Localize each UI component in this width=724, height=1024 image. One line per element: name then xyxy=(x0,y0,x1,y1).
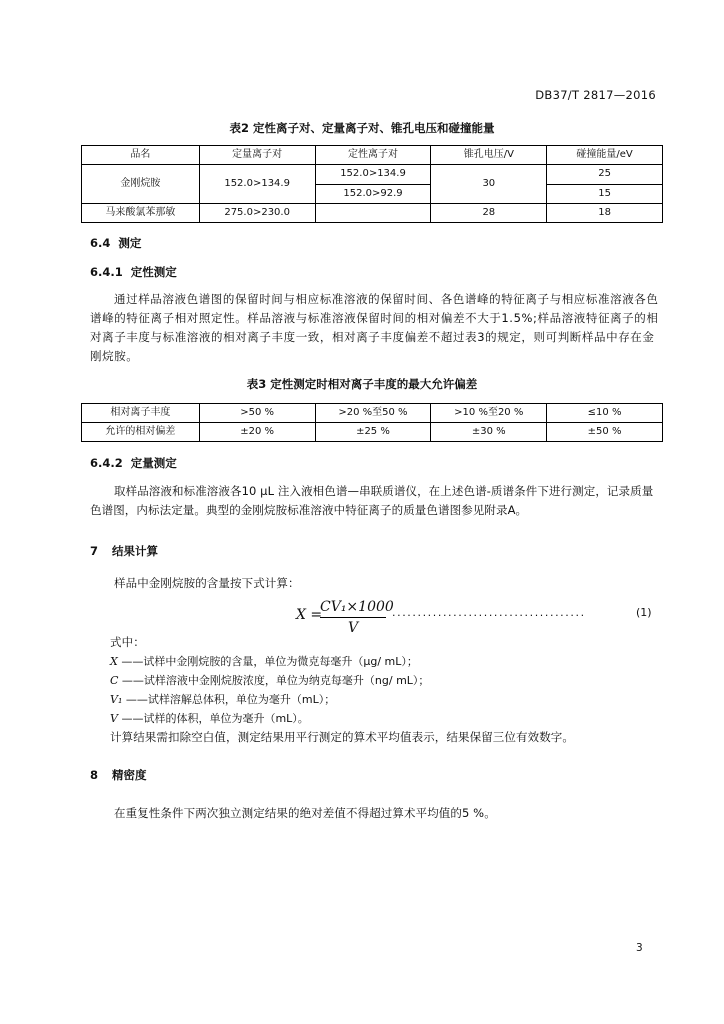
table-header-cell: 定性离子对 xyxy=(315,146,431,165)
definition-text: ——试样的体积，单位为毫升（mL）。 xyxy=(121,712,309,725)
symbol: C xyxy=(110,674,119,687)
table3 xyxy=(81,403,663,442)
definition-line xyxy=(110,709,429,728)
table-row xyxy=(82,204,663,223)
paragraph: 在重复性条件下两次独立测定结果的绝对差值不得超过算术平均值的5 %。 xyxy=(114,806,496,820)
table-header-row xyxy=(82,146,663,165)
table2-caption: 表2 定性离子对、定量离子对、锥孔电压和碰撞能量 xyxy=(229,121,495,135)
section-title: 定量测定 xyxy=(130,456,177,470)
product-name-cell: 金刚烷胺 xyxy=(82,165,200,204)
table-header-cell: 碰撞能量/eV xyxy=(547,146,663,165)
section-title: 定性测定 xyxy=(130,265,177,279)
table-cell: 相对离子丰度 xyxy=(82,404,200,423)
section-heading xyxy=(90,235,141,251)
section-title: 精密度 xyxy=(112,768,147,782)
table-cell: ±30 % xyxy=(431,423,547,442)
section-number: 6.4.1 xyxy=(90,265,123,279)
formula-fraction xyxy=(320,598,394,637)
paragraph: 取样品溶液和标准溶液各10 μL 注入液相色谱—串联质谱仪，在上述色谱-质谱条件下进行测定，记录质量色谱图，内标法定量。典型的金刚烷胺标准溶液中特征离子的质量色谱图参见附录A。 xyxy=(90,484,654,517)
definition-text: ——试样中金刚烷胺的含量，单位为微克每毫升（μg/ mL）； xyxy=(121,655,418,668)
quant-ion-cell: 275.0>230.0 xyxy=(199,204,315,223)
qual-ion-cell xyxy=(315,204,431,223)
section-heading xyxy=(90,767,147,783)
definition-line xyxy=(110,690,429,709)
fraction-bar xyxy=(320,617,386,618)
table-cell: ±25 % xyxy=(315,423,431,442)
table-header-cell: 品名 xyxy=(82,146,200,165)
equation-number: (1) xyxy=(636,606,652,619)
formula-leader-dots: ...................................... xyxy=(392,606,586,619)
symbol: V₁ xyxy=(110,693,123,706)
table-row xyxy=(82,423,663,442)
table2 xyxy=(81,145,663,223)
formula-numerator: CV₁×1000 xyxy=(320,599,394,615)
definition-text: ——试样溶解总体积，单位为毫升（mL）； xyxy=(125,693,336,706)
qual-ion-cell: 152.0>134.9 xyxy=(315,165,431,185)
collision-energy-cell: 15 xyxy=(547,184,663,204)
paragraph: 样品中金刚烷胺的含量按下式计算： xyxy=(114,576,300,590)
paragraph: 通过样品溶液色谱图的保留时间与相应标准溶液的保留时间、各色谱峰的特征离子与相应标准溶液各色谱峰的特征离子相对照定性。样品溶液与标准溶液保留时间的相对偏差不大于1.5%;样品溶液特征离子的相对离子丰度与标准溶液的相对离子丰度一致，相对离子丰度偏差不超过表3的规定，则可判断样品中存在金刚烷胺。 xyxy=(90,292,659,363)
section-heading xyxy=(90,455,177,471)
cone-voltage-cell: 30 xyxy=(431,165,547,204)
table-header-cell: 锥孔电压/V xyxy=(431,146,547,165)
quant-ion-cell: 152.0>134.9 xyxy=(199,165,315,204)
table-cell: >20 %至50 % xyxy=(315,404,431,423)
section-title: 结果计算 xyxy=(112,544,159,558)
where-label: 式中： xyxy=(110,635,145,649)
table-cell: ≤10 % xyxy=(547,404,663,423)
table-cell: >10 %至20 % xyxy=(431,404,547,423)
cone-voltage-cell: 28 xyxy=(431,204,547,223)
section-number: 6.4.2 xyxy=(90,456,123,470)
section-heading xyxy=(90,543,158,559)
section-heading xyxy=(90,264,177,280)
symbol: V xyxy=(110,712,118,725)
table-cell: >50 % xyxy=(199,404,315,423)
table-cell: ±20 % xyxy=(199,423,315,442)
section-number: 6.4 xyxy=(90,236,111,250)
definition-line xyxy=(110,671,429,690)
section-title: 测定 xyxy=(118,236,142,250)
qual-ion-cell: 152.0>92.9 xyxy=(315,184,431,204)
table-row xyxy=(82,165,663,185)
table-cell: 允许的相对偏差 xyxy=(82,423,200,442)
page-number: 3 xyxy=(636,942,643,954)
table-row xyxy=(82,404,663,423)
standard-code: DB37/T 2817—2016 xyxy=(535,88,656,102)
table-cell: ±50 % xyxy=(547,423,663,442)
collision-energy-cell: 25 xyxy=(547,165,663,185)
paragraph: 计算结果需扣除空白值，测定结果用平行测定的算术平均值表示，结果保留三位有效数字。 xyxy=(110,730,574,744)
definition-line xyxy=(110,652,429,671)
symbol: X xyxy=(110,655,118,668)
product-name-cell: 马来酸氯苯那敏 xyxy=(82,204,200,223)
collision-energy-cell: 18 xyxy=(547,204,663,223)
section-number: 7 xyxy=(90,544,99,558)
table-header-cell: 定量离子对 xyxy=(199,146,315,165)
section-number: 8 xyxy=(90,768,99,782)
table3-caption: 表3 定性测定时相对离子丰度的最大允许偏差 xyxy=(246,377,478,391)
formula-lhs: X = xyxy=(296,607,323,623)
symbol-definitions xyxy=(110,652,429,728)
definition-text: ——试样溶液中金刚烷胺浓度，单位为纳克每毫升（ng/ mL）； xyxy=(121,674,430,687)
formula-denominator: V xyxy=(347,620,359,636)
